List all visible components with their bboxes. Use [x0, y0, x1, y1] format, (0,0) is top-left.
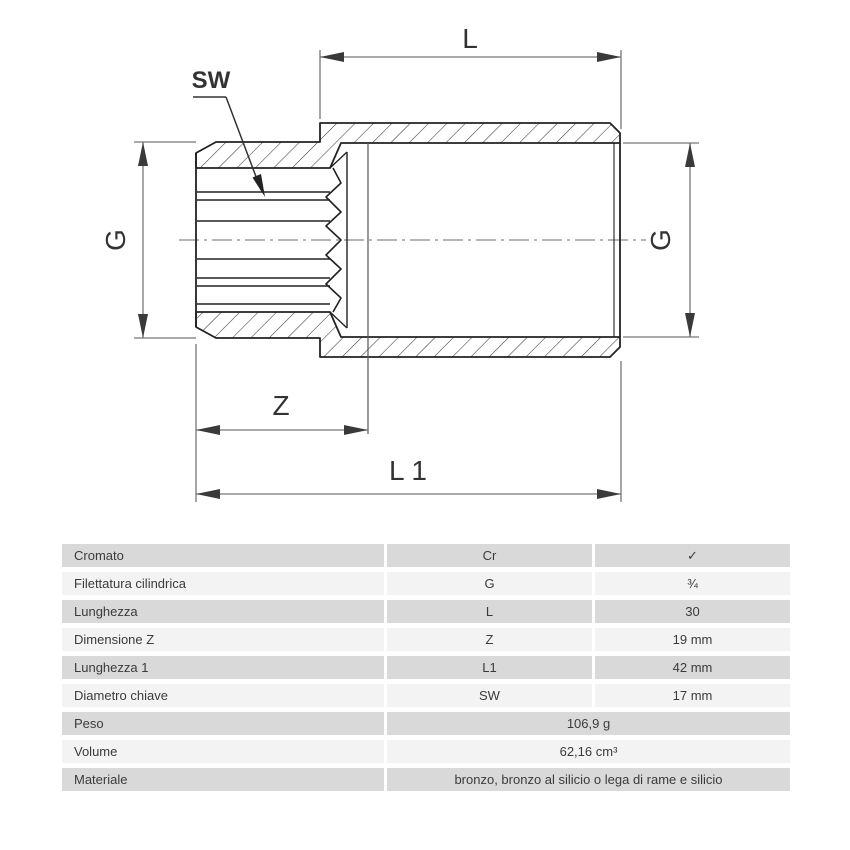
dimension-L: [320, 23, 621, 129]
spec-value-cell: 17 mm: [595, 684, 790, 707]
table-row: [62, 544, 790, 567]
sw-leader: [192, 67, 265, 197]
table-row: [62, 684, 790, 707]
table-row: [62, 600, 790, 623]
spec-label-cell: Peso: [62, 712, 384, 735]
spec-value-cell: 106,9 g: [387, 712, 790, 735]
spec-table: [62, 544, 790, 796]
dim-G-right-label: G: [645, 229, 676, 251]
dim-G-left-label: G: [100, 229, 131, 251]
thread-lines: [197, 192, 330, 304]
spec-symbol-cell: SW: [387, 684, 592, 707]
table-row: [62, 656, 790, 679]
spec-label-cell: Cromato: [62, 544, 384, 567]
spec-value-cell: 30: [595, 600, 790, 623]
sw-label: SW: [191, 67, 231, 94]
table-row: [62, 628, 790, 651]
spec-label-cell: Filettatura cilindrica: [62, 572, 384, 595]
spec-symbol-cell: Z: [387, 628, 592, 651]
table-row: [62, 572, 790, 595]
spec-value-cell: 42 mm: [595, 656, 790, 679]
table-row: [62, 740, 790, 763]
spec-symbol-cell: Cr: [387, 544, 592, 567]
spec-label-cell: Diametro chiave: [62, 684, 384, 707]
table-row: [62, 768, 790, 791]
spec-label-cell: Materiale: [62, 768, 384, 791]
spec-label-cell: Lunghezza: [62, 600, 384, 623]
spec-value-cell: ✓: [595, 544, 790, 567]
dimension-Z: [196, 344, 368, 502]
spec-value-cell: bronzo, bronzo al silicio o lega di rame e silicio: [387, 768, 790, 791]
spec-value-cell: ¾: [595, 572, 790, 595]
spec-symbol-cell: L1: [387, 656, 592, 679]
spec-label-cell: Dimensione Z: [62, 628, 384, 651]
dimension-L1: [196, 361, 621, 502]
spec-symbol-cell: G: [387, 572, 592, 595]
spec-value-cell: 19 mm: [595, 628, 790, 651]
spec-label-cell: Volume: [62, 740, 384, 763]
fitting-section: [196, 123, 620, 434]
spec-value-cell: 62,16 cm³: [387, 740, 790, 763]
dim-L-label: L: [462, 23, 478, 54]
spec-symbol-cell: L: [387, 600, 592, 623]
spec-label-cell: Lunghezza 1: [62, 656, 384, 679]
dim-Z-label: Z: [272, 390, 290, 421]
table-row: [62, 712, 790, 735]
dim-L1-label: L 1: [389, 455, 427, 486]
